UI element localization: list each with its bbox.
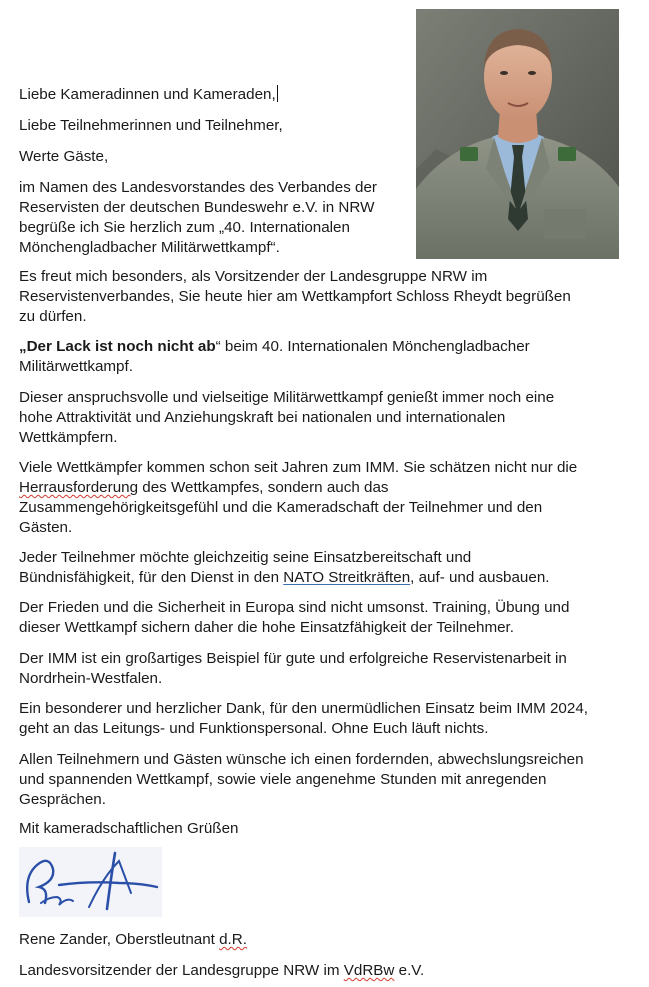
greeting-line-1 (19, 85, 631, 105)
greeting-line-1-text: Liebe Kameradinnen und Kameraden, (19, 86, 276, 103)
paragraph-readiness (19, 548, 631, 588)
paragraph-competitors (19, 458, 631, 538)
paragraph-welcome (19, 267, 631, 327)
thanks-line-2: geht an das Leitungs- und Funktionspersonal. Ohne Euch läuft nichts. (19, 720, 489, 737)
paragraph-example (19, 649, 631, 689)
paragraph-motto (19, 337, 631, 377)
motto-line-2: Militärwettkampf. (19, 358, 133, 375)
paragraph-wishes (19, 750, 631, 810)
paragraph-attractiveness (19, 388, 631, 448)
attractiveness-line-2: hohe Attraktivität und Anziehungskraft bei nationalen und internationalen (19, 409, 506, 426)
spelling-flagged-acronym[interactable]: VdRBw (343, 962, 395, 979)
motto-rest: “ beim 40. Internationalen Mönchengladbacher (215, 338, 530, 355)
attractiveness-line-1: Dieser anspruchsvolle und vielseitige Militärwettkampf genießt immer noch eine (19, 389, 555, 406)
intro-line-4: Mönchengladbacher Militärwettkampf“. (19, 239, 280, 256)
motto-bold: „Der Lack ist noch nicht ab (19, 338, 216, 355)
intro-line-1: im Namen des Landesvorstandes des Verbandes der (19, 179, 377, 196)
greeting-line-2: Liebe Teilnehmerinnen und Teilnehmer, (19, 117, 283, 134)
signatory-role-suffix: e.V. (394, 962, 425, 979)
readiness-line-2 (19, 568, 631, 588)
readiness-line-1: Jeder Teilnehmer möchte gleichzeitig seine Einsatzbereitschaft und (19, 549, 472, 566)
signatory-role-text: Landesvorsitzender der Landesgruppe NRW im (19, 962, 344, 979)
competitors-line-1: Viele Wettkämpfer kommen schon seit Jahren zum IMM. Sie schätzen nicht nur die (19, 459, 578, 476)
competitors-line-3: Zusammengehörigkeitsgefühl und die Kameradschaft der Teilnehmer und den (19, 499, 543, 516)
attractiveness-line-3: Wettkämpfern. (19, 429, 118, 446)
closing-line: Mit kameradschaftlichen Grüßen (19, 820, 239, 837)
welcome-line-1: Es freut mich besonders, als Vorsitzender der Landesgruppe NRW im (19, 268, 488, 285)
competitors-line-4: Gästen. (19, 519, 73, 536)
spelling-flagged-abbreviation[interactable]: d.R. (219, 931, 247, 948)
thanks-line-1: Ein besonderer und herzlicher Dank, für den unermüdlichen Einsatz beim IMM 2024, (19, 700, 588, 717)
peace-line-1: Der Frieden und die Sicherheit in Europa sind nicht umsonst. Training, Übung und (19, 599, 570, 616)
motto-line-1 (19, 337, 631, 357)
signature-strokes (19, 847, 162, 917)
readiness-line-2-pre: Bündnisfähigkeit, für den Dienst in den (19, 569, 284, 586)
grammar-flagged-phrase[interactable]: NATO Streitkräften (283, 569, 411, 586)
wishes-line-1: Allen Teilnehmern und Gästen wünsche ich einen fordernden, abwechslungsreichen (19, 751, 584, 768)
welcome-line-3: zu dürfen. (19, 308, 87, 325)
readiness-line-2-rest: , auf- und ausbauen. (410, 569, 550, 586)
intro-paragraph (19, 178, 414, 258)
example-line-2: Nordrhein-Westfalen. (19, 670, 163, 687)
paragraph-peace (19, 598, 631, 638)
example-line-1: Der IMM ist ein großartiges Beispiel für gute und erfolgreiche Reservistenarbeit in (19, 650, 567, 667)
welcome-line-2: Reservistenverbandes, Sie heute hier am Wettkampfort Schloss Rheydt begrüßen (19, 288, 571, 305)
paragraph-thanks (19, 699, 631, 739)
signatory-role (19, 961, 631, 981)
handwritten-signature (19, 847, 162, 917)
intro-line-3: begrüße ich Sie herzlich zum „40. Internationalen (19, 219, 350, 236)
text-cursor (277, 85, 278, 102)
peace-line-2: dieser Wettkampf sichern daher die hohe Einsatzfähigkeit der Teilnehmer. (19, 619, 514, 636)
greeting-line-3: Werte Gäste, (19, 148, 109, 165)
competitors-line-2-rest: des Wettkampfes, sondern auch das (138, 479, 389, 496)
signatory-name (19, 930, 631, 950)
competitors-line-2 (19, 478, 631, 498)
wishes-line-2: und spannenden Wettkampf, sowie viele angenehme Stunden mit anregenden (19, 771, 547, 788)
intro-line-2: Reservisten der deutschen Bundeswehr e.V. in NRW (19, 199, 375, 216)
spelling-flagged-word[interactable]: Herrausforderung (19, 479, 139, 496)
signatory-name-text: Rene Zander, Oberstleutnant (19, 931, 220, 948)
wishes-line-3: Gesprächen. (19, 791, 106, 808)
